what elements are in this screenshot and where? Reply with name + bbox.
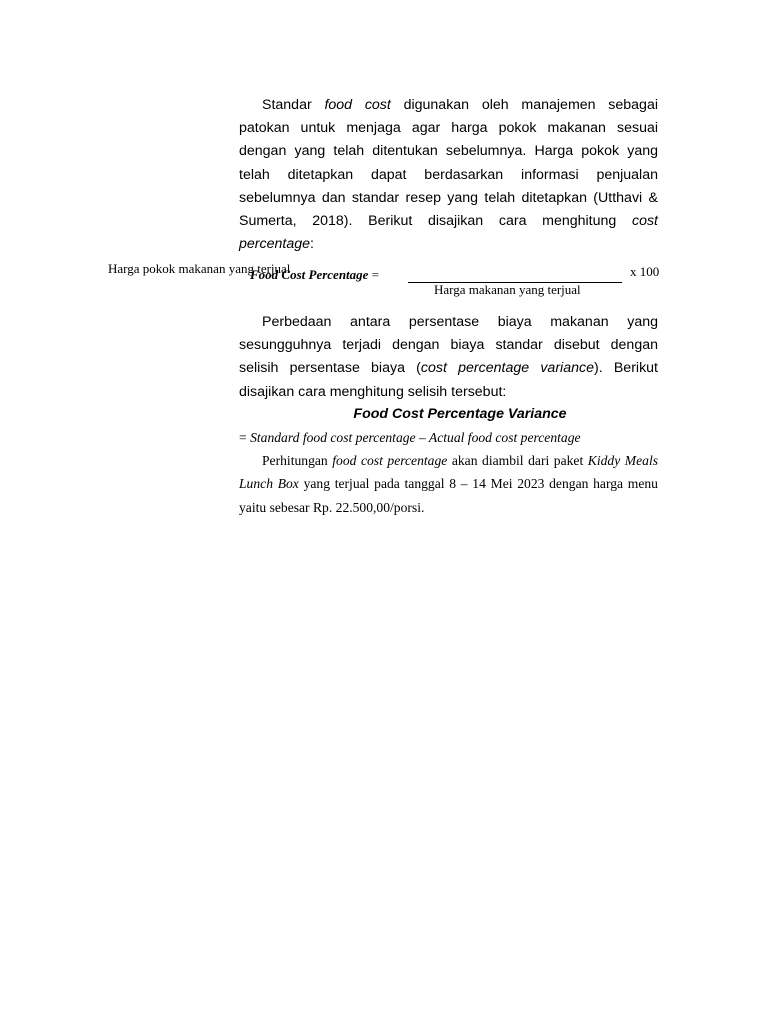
paragraph-food-cost-standard: Standar food cost digunakan oleh manajemen sebagai patokan untuk menjaga agar harga pokok makanan sesuai dengan yang telah ditentukan sebelumnya. Harga pokok yang telah ditetapkan dapat berdasarkan informasi penjualan sebelumnya dan standar resep yang telah ditetapkan (Utthavi & Sumerta, 2018). Berikut disajikan cara menghitung cost percentage:	[239, 97, 658, 253]
paragraph-cost-percentage-variance: Perbedaan antara persentase biaya makanan yang sesungguhnya terjadi dengan biaya standar disebut dengan selisih persentase biaya (cost percentage variance). Berikut disajikan cara menghitung selisih tersebut:	[239, 314, 659, 400]
formula-variance-expression: = Standard food cost percentage – Actual food cost percentage	[239, 430, 581, 445]
paragraph-calculation: Perhitungan food cost percentage akan diambil dari paket Kiddy Meals Lunch Box yang terjual pada tanggal 8 – 14 Mei 2023 dengan harga menu yaitu sebesar Rp. 22.500,00/porsi.	[239, 453, 659, 515]
formula-lhs: Food Cost Percentage =	[250, 267, 380, 282]
term-cost-percentage-variance: cost percentage variance	[420, 360, 594, 377]
formula-denominator: Harga makanan yang terjual	[434, 282, 581, 297]
term-food-cost-percentage: food cost percentage	[332, 453, 448, 468]
formula-numerator: Harga pokok makanan yang terjual	[108, 261, 291, 276]
term-kiddy-meals-lunch-box: Kiddy Meals Lunch Box	[239, 453, 659, 492]
term-food-cost: food cost	[324, 97, 391, 113]
formula-multiplier: x 100	[630, 264, 660, 279]
term-cost-percentage: cost percentage	[239, 213, 658, 253]
formula-variance-title: Food Cost Percentage Variance	[353, 406, 567, 422]
